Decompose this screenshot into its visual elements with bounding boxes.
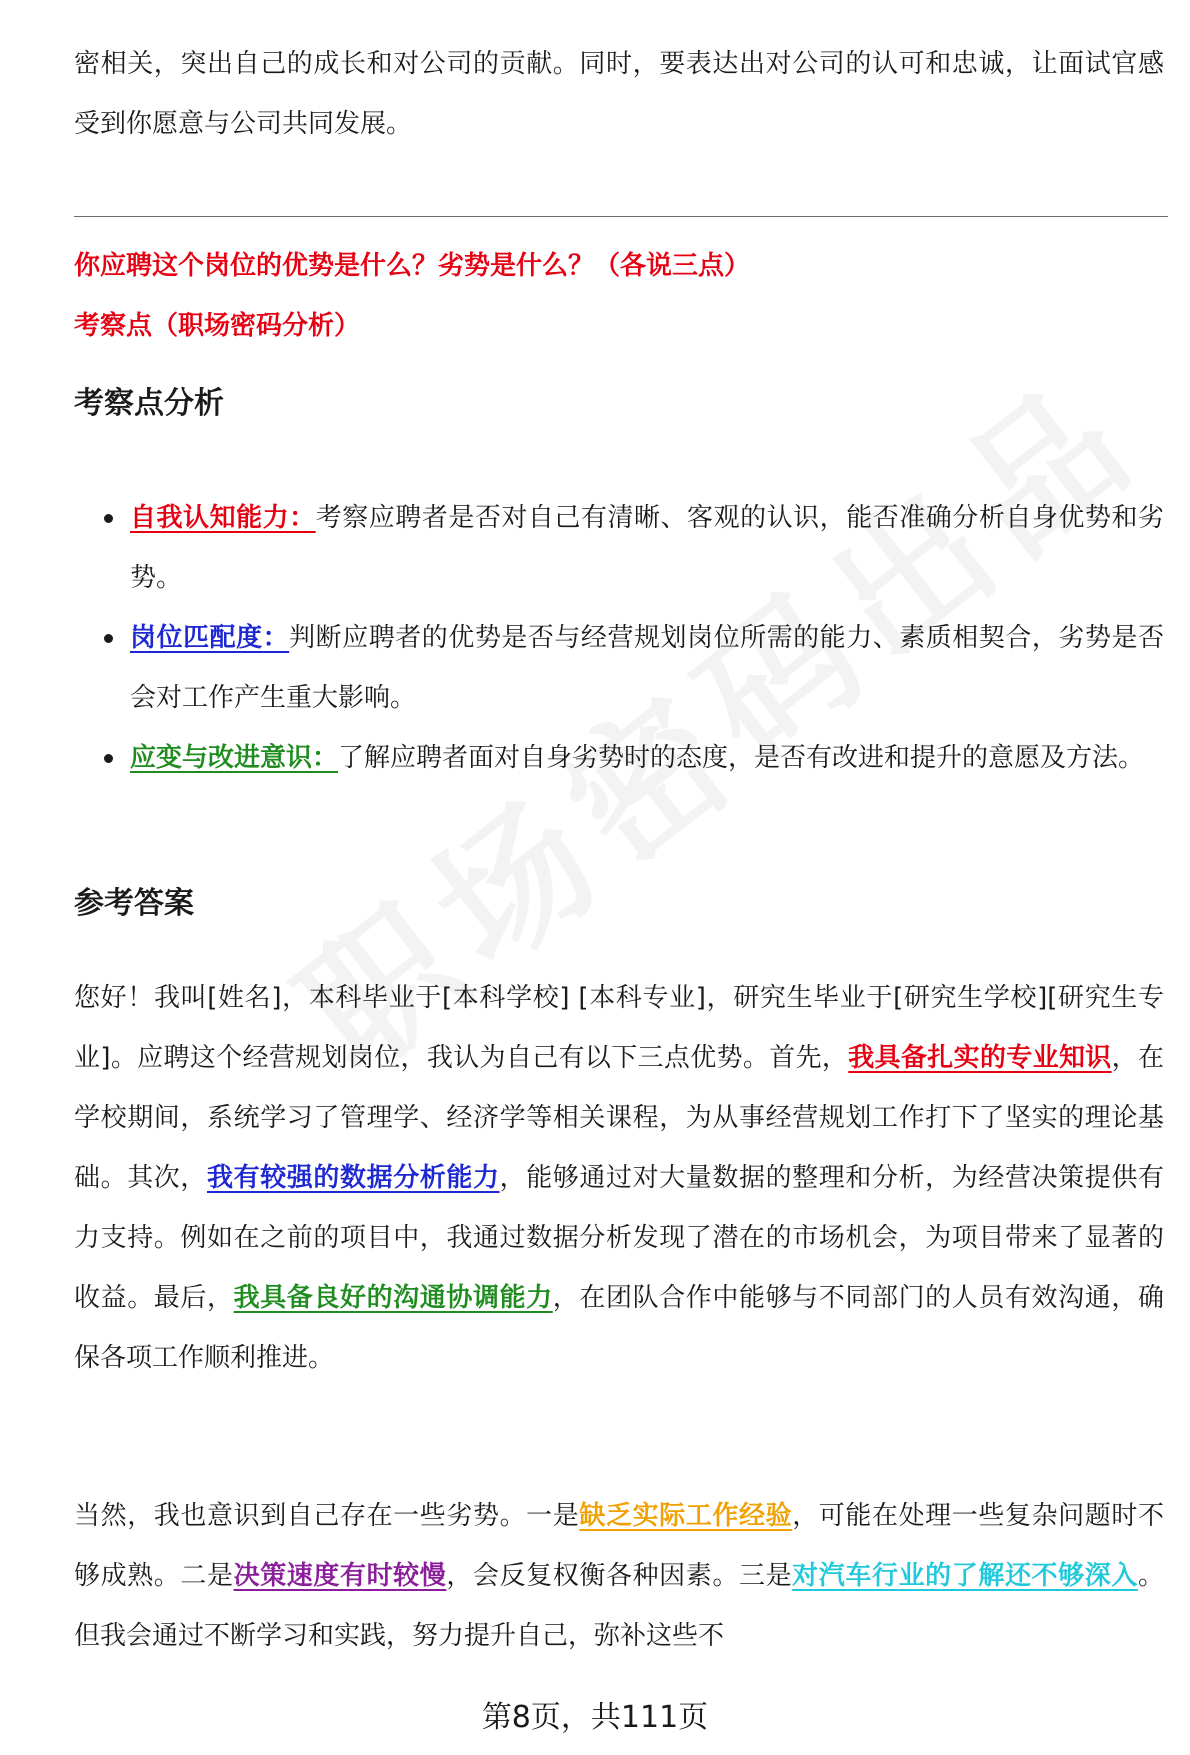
text-run: ，在学校期间，系统学习了管理学、经济学等相关课程，为从事经营规划工作打下了坚实的理论基础。其次， bbox=[74, 1043, 1164, 1193]
item-text: 了解应聘者面对自身劣势时的态度，是否有改进和提升的意愿及方法。 bbox=[338, 743, 1145, 773]
question-heading: 你应聘这个岗位的优势是什么？劣势是什么？（各说三点） bbox=[74, 251, 751, 281]
term-self-awareness: 自我认知能力： bbox=[130, 503, 316, 533]
text-run: ，可能在处理一些复杂问题时不够成熟。二是 bbox=[74, 1501, 1164, 1591]
page-number: 第8页，共111页 bbox=[481, 1700, 709, 1735]
highlight-strength-knowledge: 我具备扎实的专业知识 bbox=[848, 1043, 1112, 1073]
analysis-title: 考察点分析 bbox=[74, 386, 224, 421]
bullet-icon bbox=[104, 514, 113, 523]
section-divider bbox=[74, 216, 1168, 217]
highlight-weakness-experience: 缺乏实际工作经验 bbox=[579, 1501, 793, 1531]
highlight-weakness-industry: 对汽车行业的了解还不够深入 bbox=[792, 1561, 1138, 1591]
answer-title: 参考答案 bbox=[74, 886, 194, 921]
text-run: ，会反复权衡各种因素。三是 bbox=[446, 1561, 793, 1591]
text-run: ，在团队合作中能够与不同部门的人员有效沟通，确保各项工作顺利推进。 bbox=[74, 1283, 1164, 1373]
list-item bbox=[74, 608, 1164, 728]
answer-paragraph-weaknesses bbox=[74, 1486, 1164, 1666]
analysis-subheading: 考察点（职场密码分析） bbox=[74, 311, 361, 341]
term-job-fit: 岗位匹配度： bbox=[130, 623, 290, 653]
highlight-strength-communication: 我具备良好的沟通协调能力 bbox=[233, 1283, 553, 1313]
text-run: ，能够通过对大量数据的整理和分析，为经营决策提供有力支持。例如在之前的项目中，我通过数据分析发现了潜在的市场机会，为项目带来了显著的收益。最后， bbox=[74, 1163, 1164, 1313]
list-item bbox=[74, 488, 1164, 608]
highlight-weakness-decision: 决策速度有时较慢 bbox=[233, 1561, 447, 1591]
item-text: 判断应聘者的优势是否与经营规划岗位所需的能力、素质相契合，劣势是否会对工作产生重大影响。 bbox=[130, 623, 1164, 713]
item-text: 考察应聘者是否对自己有清晰、客观的认识，能否准确分析自身优势和劣势。 bbox=[130, 503, 1164, 593]
text-run: 您好！我叫[姓名]，本科毕业于[本科学校] [本科专业]，研究生毕业于[研究生学校][研究生专业]。应聘这个经营规划岗位，我认为自己有以下三点优势。首先， bbox=[74, 983, 1164, 1073]
text-run: 当然，我也意识到自己存在一些劣势。一是 bbox=[74, 1501, 580, 1531]
bullet-icon bbox=[104, 634, 113, 643]
list-item bbox=[74, 728, 1164, 788]
analysis-list bbox=[74, 488, 1164, 788]
term-adaptability: 应变与改进意识： bbox=[130, 743, 339, 773]
text-run: 。但我会通过不断学习和实践，努力提升自己，弥补这些不 bbox=[74, 1561, 1164, 1651]
intro-paragraph: 密相关，突出自己的成长和对公司的贡献。同时，要表达出对公司的认可和忠诚，让面试官感受到你愿意与公司共同发展。 bbox=[74, 49, 1164, 139]
answer-paragraph-strengths bbox=[74, 968, 1164, 1388]
bullet-icon bbox=[104, 754, 113, 763]
highlight-strength-data: 我有较强的数据分析能力 bbox=[207, 1163, 500, 1193]
